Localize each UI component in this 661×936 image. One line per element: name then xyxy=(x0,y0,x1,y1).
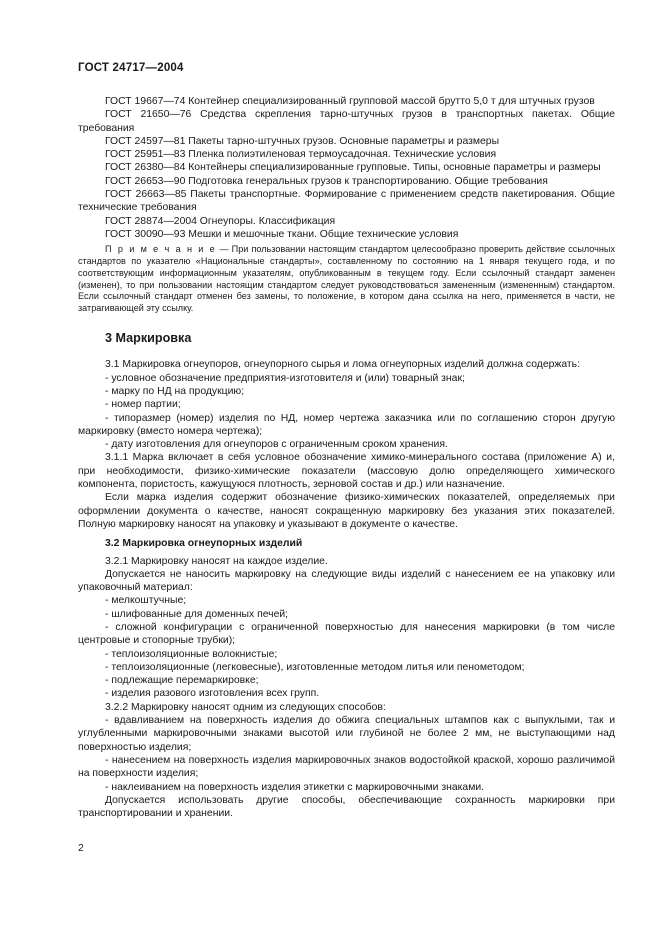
ref-gost-25951: ГОСТ 25951—83 Пленка полиэтиленовая термоусадочная. Технические условия xyxy=(105,149,497,161)
ref-gost-21650: ГОСТ 21650—76 Средства скрепления тарно-штучных грузов в транспортных пакетах. Общие требования xyxy=(78,109,615,134)
note-paragraph xyxy=(78,244,615,315)
page-number: 2 xyxy=(78,843,84,854)
list-item-3-1-d: - типоразмер (номер) изделия по НД, номер чертежа заказчика или по соглашению сторон другую маркировку (вместо номера чертежа); xyxy=(78,412,615,437)
list-item-3-2-2-c: - наклеиванием на поверхность изделия этикетки с маркировочными знаками. xyxy=(105,781,485,793)
list-item-3-2-1-g: - изделия разового изготовления всех групп. xyxy=(105,688,320,700)
list-item-3-2-1-f: - подлежащие перемаркировке; xyxy=(105,675,259,687)
note-text: — При пользовании настоящим стандартом целесообразно проверить действие ссылочных стандартов по указателю «Национальные стандарты», составленному по состоянию на 1 января текущего года, и по соответствующим информационным указателям, опубликованным в текущем году. Если ссылочный стандарт заменен (изменен), то при пользовании настоящим стандартом следует руководствоваться замененным (измененным) стандартом. Если ссылочный стандарт отменен без замены, то положение, в котором дана ссылка на него, применяется в части, не затрагивающей эту ссылку. xyxy=(78,244,615,314)
ref-gost-26663: ГОСТ 26663—85 Пакеты транспортные. Формирование с применением средств пакетирования. Общие технические требования xyxy=(78,189,615,214)
list-item-3-2-1-e: - теплоизоляционные (легковесные), изготовленные методом литья или пенометодом; xyxy=(105,661,525,673)
note-label: П р и м е ч а н и е xyxy=(105,244,217,255)
list-item-3-1-e: - дату изготовления для огнеупоров с ограниченным сроком хранения. xyxy=(105,439,448,451)
ref-gost-24597: ГОСТ 24597—81 Пакеты тарно-штучных грузов. Основные параметры и размеры xyxy=(105,135,500,147)
list-item-3-2-1-a: - мелкоштучные; xyxy=(105,595,187,607)
list-item-3-1-b: - марку по НД на продукцию; xyxy=(105,385,245,397)
list-item-3-2-1-b: - шлифованные для доменных печей; xyxy=(105,608,289,620)
para-3-2-1: 3.2.1 Маркировку наносят на каждое изделие. xyxy=(105,555,328,567)
para-3-2-2-b: Допускается использовать другие способы, обеспечивающие сохранность маркировки при транспортировании и хранении. xyxy=(78,794,615,820)
list-item-3-1-c: - номер партии; xyxy=(105,399,181,411)
ref-gost-26653: ГОСТ 26653—90 Подготовка генеральных грузов к транспортированию. Общие требования xyxy=(105,175,548,187)
list-item-3-1-a: - условное обозначение предприятия-изготовителя и (или) товарный знак; xyxy=(105,372,465,384)
para-3-1-1-b: Если марка изделия содержит обозначение физико-химических показателей, определяемых при оформлении документа о качестве, наносят сокращенную маркировку без указания этих показателей. Полную маркировку наносят на упаковку и указывают в документе о качестве. xyxy=(78,492,615,530)
section-3-title: 3 Маркировка xyxy=(105,331,192,346)
para-3-1-1: 3.1.1 Марка включает в себя условное обозначение химико-минерального состава (приложение А) и, при необходимости, физико-химические показатели (массовую долю определяющего химического компонента, пористость, кажущуюся плотность, зерновой состав и др.) или назначение. xyxy=(78,452,615,491)
ref-gost-19667: ГОСТ 19667—74 Контейнер специализированный групповой массой брутто 5,0 т для штучных грузов xyxy=(105,96,595,107)
list-item-3-2-1-c: - сложной конфигурации с ограниченной поверхностью для нанесения маркировки (в том числе центровые и стопорные трубки); xyxy=(78,621,615,647)
list-item-3-2-2-b: - нанесением на поверхность изделия маркировочных знаков водостойкой краской, хорошо различимой на поверхности изделия; xyxy=(78,754,615,780)
ref-gost-26380: ГОСТ 26380—84 Контейнеры специализированные групповые. Типы, основные параметры и размеры xyxy=(105,162,601,174)
running-header: ГОСТ 24717—2004 xyxy=(78,62,184,74)
list-item-3-2-1-d: - теплоизоляционные волокнистые; xyxy=(105,648,278,660)
ref-gost-28874: ГОСТ 28874—2004 Огнеупоры. Классификация xyxy=(105,215,336,227)
subsection-3-2-title: 3.2 Маркировка огнеупорных изделий xyxy=(105,538,303,550)
page-body xyxy=(78,95,615,820)
ref-gost-30090: ГОСТ 30090—93 Мешки и мешочные ткани. Общие технические условия xyxy=(105,228,459,240)
para-3-1: 3.1 Маркировка огнеупоров, огнеупорного сырья и лома огнеупорных изделий должна содержать: xyxy=(105,359,580,371)
para-3-2-1-b: Допускается не наносить маркировку на следующие виды изделий с нанесением ее на упаковку или упаковочный материал: xyxy=(78,568,615,594)
para-3-2-2: 3.2.2 Маркировку наносят одним из следующих способов: xyxy=(105,701,386,713)
list-item-3-2-2-a: - вдавливанием на поверхность изделия до обжига специальных штампов как с выпуклыми, так и углубленными маркировочными знаками высотой или глубиной не более 2 мм, не выступающими над поверхностью изделия; xyxy=(78,715,615,753)
